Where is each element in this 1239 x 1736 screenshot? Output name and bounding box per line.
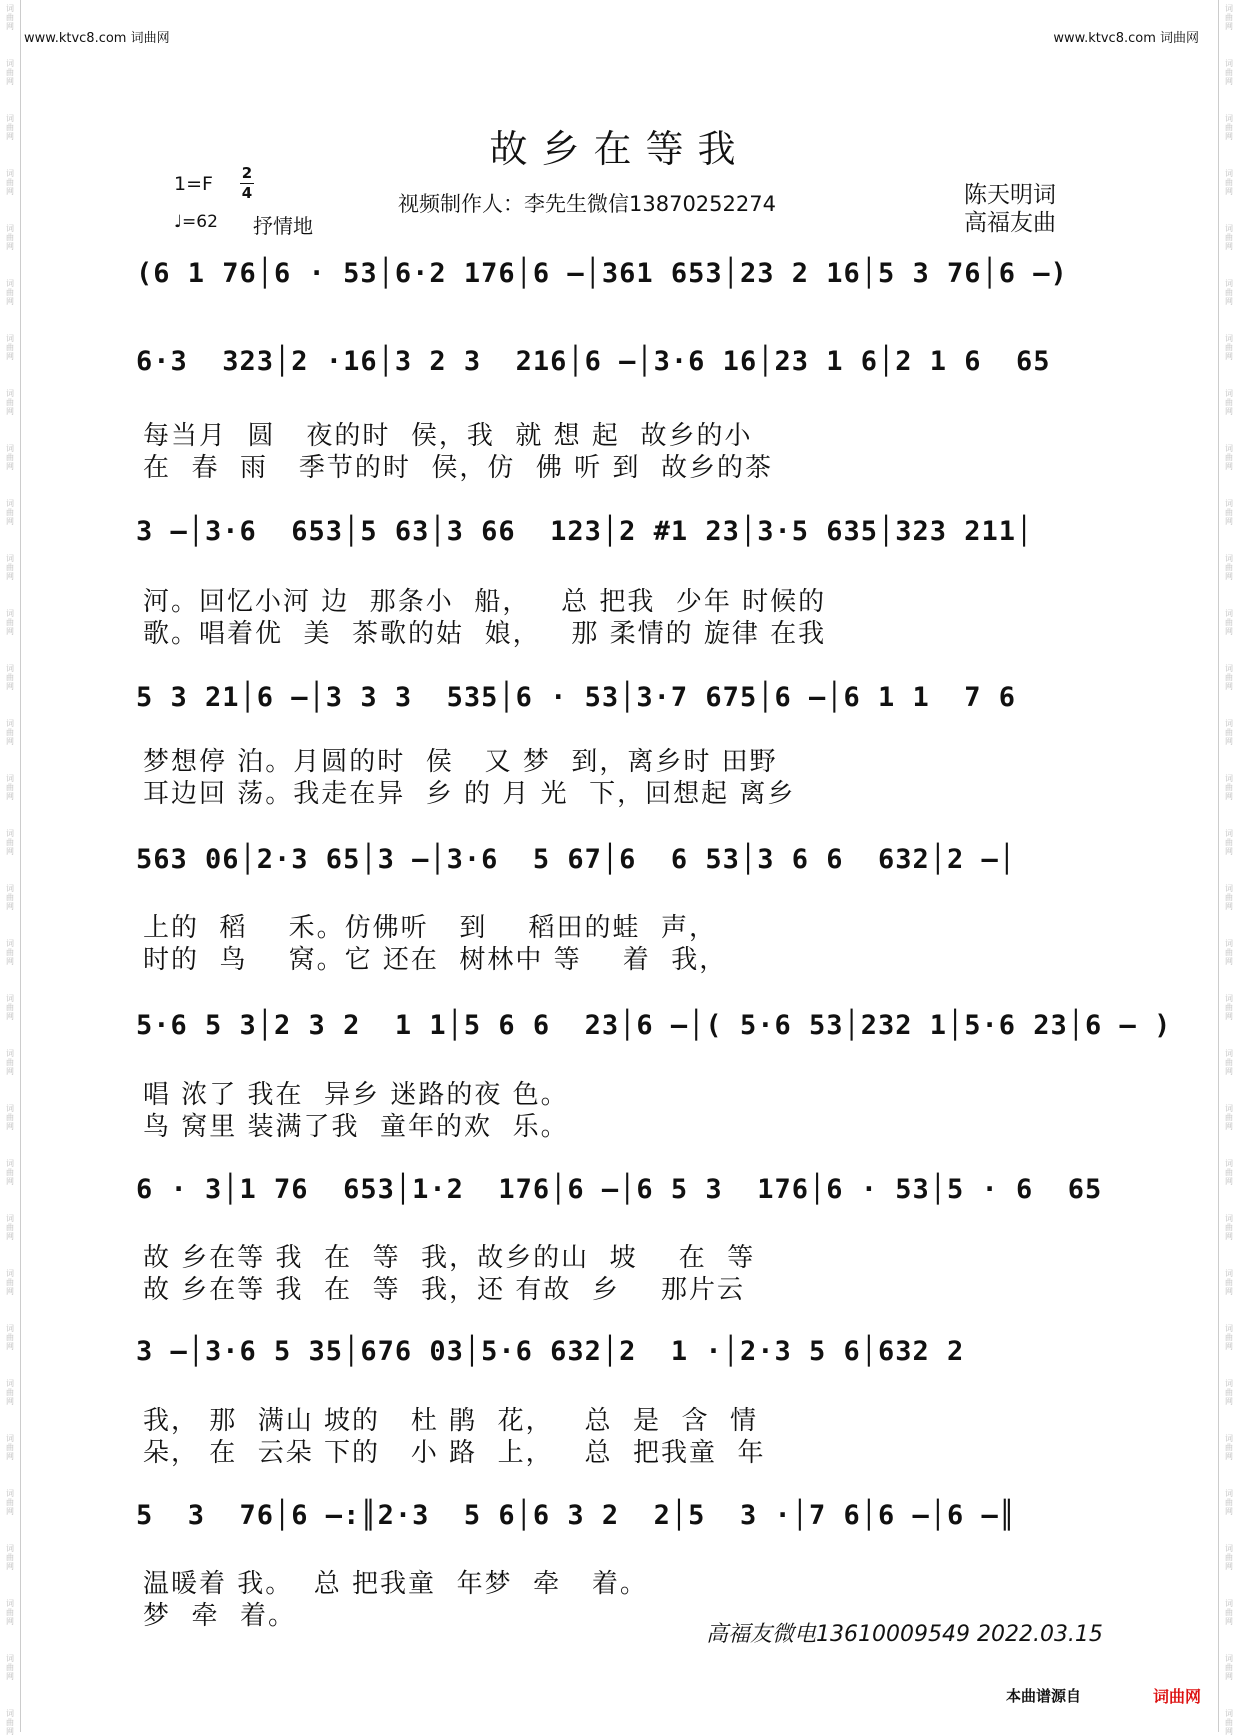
side-watermark-mark: 词 曲 网 <box>6 1489 14 1516</box>
notation-line: 3 –│3·6 653│5 63│3 66 123│2 #1 23│3·5 635│323 211│ <box>136 516 1034 547</box>
right-margin-strip <box>1218 0 1239 1736</box>
lyricist-credit: 陈天明词 <box>964 182 1056 208</box>
lyric-verse-1: 故 乡在等 我 在 等 我，故乡的山 坡 在 等 <box>143 1243 756 1273</box>
side-watermark-mark: 词 曲 网 <box>6 884 14 911</box>
side-watermark-mark: 词 曲 网 <box>1225 1159 1233 1186</box>
side-watermark-mark: 词 曲 网 <box>1225 1214 1233 1241</box>
side-watermark-mark: 词 曲 网 <box>6 1709 14 1736</box>
notation-line: 5 3 76│6 –:║2·3 5 6│6 3 2 2│5 3 ·│7 6│6 –│6 –║ <box>136 1500 1017 1531</box>
side-watermark-mark: 词 曲 网 <box>6 279 14 306</box>
side-watermark-mark: 词 曲 网 <box>6 224 14 251</box>
side-watermark-mark: 词 曲 网 <box>1225 829 1233 856</box>
side-watermark-mark: 词 曲 网 <box>6 114 14 141</box>
lyric-verse-1: 温暖着 我。 总 把我童 年梦 牵 着。 <box>143 1569 648 1599</box>
lyric-verse-2: 故 乡在等 我 在 等 我，还 有故 乡 那片云 <box>143 1275 745 1305</box>
source-site-logo[interactable]: 词曲网 <box>1153 1687 1202 1706</box>
staff-row-1 <box>136 248 1096 306</box>
side-watermark-mark: 词 曲 网 <box>6 1654 14 1681</box>
lyric-verse-1: 梦想停 泊。月圆的时 侯 又 梦 到，离乡时 田野 <box>143 747 778 777</box>
side-watermark-mark: 词 曲 网 <box>1225 389 1233 416</box>
side-watermark-mark: 词 曲 网 <box>6 4 14 31</box>
lyric-verse-2: 耳边回 荡。我走在异 乡 的 月 光 下，回想起 离乡 <box>143 779 796 809</box>
side-watermark-mark: 词 曲 网 <box>1225 444 1233 471</box>
side-watermark-mark: 词 曲 网 <box>6 1269 14 1296</box>
side-watermark-mark: 词 曲 网 <box>1225 1544 1233 1571</box>
side-watermark-mark: 词 曲 网 <box>1225 1709 1233 1736</box>
side-watermark-mark: 词 曲 网 <box>6 664 14 691</box>
site-watermark-right[interactable]: www.ktvc8.com 词曲网 <box>1053 31 1199 46</box>
arranger-signature: 高福友微电13610009549 2022.03.15 <box>706 1622 1103 1647</box>
side-watermark-mark: 词 曲 网 <box>6 1379 14 1406</box>
side-watermark-mark: 词 曲 网 <box>1225 279 1233 306</box>
side-watermark-mark: 词 曲 网 <box>6 1214 14 1241</box>
notation-line: 5 3 21│6 –│3 3 3 535│6 · 53│3·7 675│6 –│6 1 1 7 6 <box>136 682 1017 713</box>
side-watermark-mark: 词 曲 网 <box>6 1599 14 1626</box>
staff-row-8 <box>136 1326 1096 1384</box>
side-watermark-mark: 词 曲 网 <box>6 1434 14 1461</box>
side-watermark-mark: 词 曲 网 <box>1225 1324 1233 1351</box>
side-watermark-mark: 词 曲 网 <box>1225 1379 1233 1406</box>
lyric-verse-1: 每当月 圆 夜的时 侯，我 就 想 起 故乡的小 <box>143 421 753 451</box>
side-watermark-mark: 词 曲 网 <box>1225 884 1233 911</box>
side-watermark-mark: 词 曲 网 <box>1225 169 1233 196</box>
source-note: 本曲谱源自 <box>1006 1687 1082 1705</box>
meter-denominator: 4 <box>241 184 253 202</box>
staff-row-7 <box>136 1164 1103 1222</box>
meter-numerator: 2 <box>241 164 253 182</box>
side-watermark-mark: 词 曲 网 <box>1225 224 1233 251</box>
side-watermark-mark: 词 曲 网 <box>6 169 14 196</box>
lyric-verse-2: 歌。唱着优 美 茶歌的姑 娘， 那 柔情的 旋律 在我 <box>143 619 827 649</box>
notation-line: 563 06│2·3 65│3 –│3·6 5 67│6 6 53│3 6 6 632│2 –│ <box>136 844 1017 875</box>
side-watermark-mark: 词 曲 网 <box>1225 114 1233 141</box>
expression-marking: 抒情地 <box>253 214 313 238</box>
side-watermark-mark: 词 曲 网 <box>1225 774 1233 801</box>
side-watermark-mark: 词 曲 网 <box>6 774 14 801</box>
side-watermark-mark: 词 曲 网 <box>6 609 14 636</box>
side-watermark-mark: 词 曲 网 <box>6 994 14 1021</box>
lyric-verse-1: 我， 那 满山 坡的 杜 鹃 花， 总 是 含 情 <box>143 1406 759 1436</box>
side-watermark-mark: 词 曲 网 <box>6 334 14 361</box>
side-watermark-mark: 词 曲 网 <box>1225 609 1233 636</box>
lyric-verse-2: 朵， 在 云朵 下的 小 路 上， 总 把我童 年 <box>143 1438 766 1468</box>
side-watermark-mark: 词 曲 网 <box>1225 1104 1233 1131</box>
side-watermark-mark: 词 曲 网 <box>1225 554 1233 581</box>
notation-line: 5·6 5 3│2 3 2 1 1│5 6 6 23│6 –│( 5·6 53│232 1│5·6 23│6 – ) <box>136 1010 1172 1041</box>
lyric-verse-1: 唱 浓了 我在 异乡 迷路的夜 色。 <box>143 1080 569 1110</box>
lyric-verse-1: 河。回忆小河 边 那条小 船， 总 把我 少年 时候的 <box>143 587 827 617</box>
side-watermark-mark: 词 曲 网 <box>1225 719 1233 746</box>
side-watermark-mark: 词 曲 网 <box>6 829 14 856</box>
side-watermark-mark: 词 曲 网 <box>6 444 14 471</box>
key-signature: 1=F <box>174 173 213 195</box>
left-margin-strip <box>0 0 21 1736</box>
notation-line: 3 –│3·6 5 35│676 03│5·6 632│2 1 ·│2·3 5 6│632 2 <box>136 1336 965 1367</box>
side-watermark-mark: 词 曲 网 <box>6 1104 14 1131</box>
side-watermark-mark: 词 曲 网 <box>1225 499 1233 526</box>
lyric-verse-2: 在 春 雨 季节的时 侯，仿 佛 听 到 故乡的茶 <box>143 453 773 483</box>
staff-row-5 <box>136 834 1096 892</box>
side-watermark-mark: 词 曲 网 <box>1225 1434 1233 1461</box>
lyric-verse-2: 时的 鸟 窝。它 还在 树林中 等 着 我， <box>143 945 728 975</box>
composer-credit: 高福友曲 <box>964 210 1056 236</box>
side-watermark-mark: 词 曲 网 <box>1225 1654 1233 1681</box>
site-watermark-left[interactable]: www.ktvc8.com 词曲网 <box>24 31 170 46</box>
notation-line: 6 · 3│1 76 653│1·2 176│6 –│6 5 3 176│6 · 53│5 · 6 65 <box>136 1174 1103 1205</box>
tempo-marking: ♩=62 <box>174 212 218 232</box>
side-watermark-mark: 词 曲 网 <box>1225 1049 1233 1076</box>
producer-credit: 视频制作人：李先生微信13870252274 <box>398 192 776 216</box>
time-signature <box>240 166 254 201</box>
side-watermark-mark: 词 曲 网 <box>6 499 14 526</box>
side-watermark-mark: 词 曲 网 <box>1225 994 1233 1021</box>
side-watermark-mark: 词 曲 网 <box>6 1324 14 1351</box>
side-watermark-mark: 词 曲 网 <box>1225 1599 1233 1626</box>
side-watermark-mark: 词 曲 网 <box>1225 1269 1233 1296</box>
staff-row-3 <box>136 506 1096 564</box>
side-watermark-mark: 词 曲 网 <box>1225 664 1233 691</box>
side-watermark-mark: 词 曲 网 <box>1225 939 1233 966</box>
side-watermark-mark: 词 曲 网 <box>1225 4 1233 31</box>
staff-row-4 <box>136 672 1096 730</box>
side-watermark-mark: 词 曲 网 <box>1225 1489 1233 1516</box>
side-watermark-mark: 词 曲 网 <box>6 389 14 416</box>
staff-row-9 <box>136 1490 1096 1548</box>
side-watermark-mark: 词 曲 网 <box>6 1159 14 1186</box>
song-title: 故乡在等我 <box>489 127 750 171</box>
side-watermark-mark: 词 曲 网 <box>6 1049 14 1076</box>
side-watermark-mark: 词 曲 网 <box>1225 334 1233 361</box>
staff-row-6 <box>136 1000 1172 1058</box>
side-watermark-mark: 词 曲 网 <box>6 1544 14 1571</box>
side-watermark-mark: 词 曲 网 <box>6 719 14 746</box>
lyric-verse-1: 上的 稻 禾。仿佛听 到 稻田的蛙 声， <box>143 913 717 943</box>
staff-row-2 <box>136 336 1096 394</box>
lyric-verse-2: 鸟 窝里 装满了我 童年的欢 乐。 <box>143 1112 569 1142</box>
notation-line: 6·3 323│2 ·16│3 2 3 216│6 –│3·6 16│23 1 6│2 1 6 65 <box>136 346 1051 377</box>
side-watermark-mark: 词 曲 网 <box>6 939 14 966</box>
lyric-verse-2: 梦 牵 着。 <box>143 1601 297 1631</box>
notation-line: (6 1 76│6 · 53│6·2 176│6 –│361 653│23 2 16│5 3 76│6 –) <box>136 258 1068 289</box>
side-watermark-mark: 词 曲 网 <box>6 554 14 581</box>
side-watermark-mark: 词 曲 网 <box>1225 59 1233 86</box>
side-watermark-mark: 词 曲 网 <box>6 59 14 86</box>
